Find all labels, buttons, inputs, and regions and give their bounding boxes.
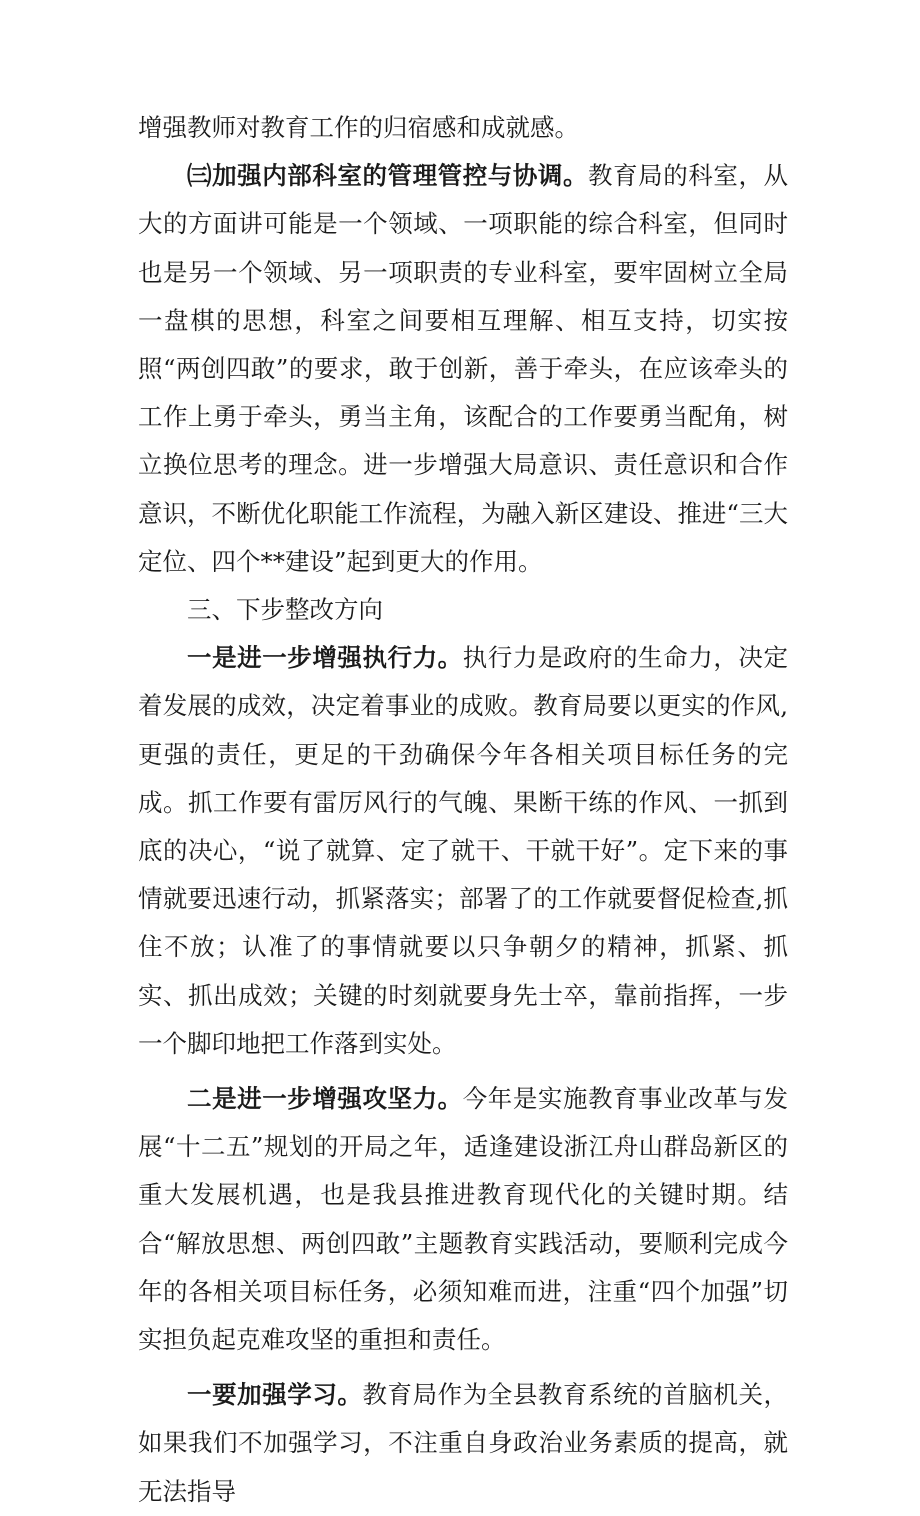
paragraph-lead: ㈢加强内部科室的管理管控与协调。 <box>187 161 589 191</box>
paragraph-execution <box>138 634 788 1068</box>
paragraph-lead: 二是进一步增强攻坚力。 <box>187 1084 463 1114</box>
document-body <box>138 104 788 1516</box>
paragraph-text: 增强教师对教育工作的归宿感和成就感。 <box>138 113 579 142</box>
heading-text: 三、下步整改方向 <box>187 595 383 625</box>
paragraph-text: 今年是实施教育事业改革与发展“十二五”规划的开局之年，适逢建设浙江舟山群岛新区的重大发展机遇，也是我县推进教育现代化的关键时期。结合“解放思想、两创四敢”主题教育实践活动，要顺利完成今年的各相关项目标任务，必须知难而进，注重“四个加强”切实担负起克难攻坚的重担和责任。 <box>138 1084 788 1355</box>
paragraph-lead: 一是进一步增强执行力。 <box>187 643 463 673</box>
paragraph-text: 执行力是政府的生命力，决定着发展的成效，决定着事业的成败。教育局要以更实的作风,更强的责任，更足的干劲确保今年各相关项目标任务的完成。抓工作要有雷厉风行的气魄、果断干练的作风、一抓到底的决心，“说了就算、定了就干、干就干好”。定下来的事情就要迅速行动，抓紧落实；部署了的工作就要督促检查,抓住不放；认准了的事情就要以只争朝夕的精神，抓紧、抓实、抓出成效；关键的时刻就要身先士卒，靠前指挥，一步一个脚印地把工作落到实处。 <box>138 643 788 1058</box>
paragraph-internal-coordination <box>138 152 788 586</box>
paragraph-continuation <box>138 104 788 152</box>
paragraph-lead: 一要加强学习。 <box>187 1380 363 1410</box>
section-heading <box>138 586 788 634</box>
paragraph-learning <box>138 1371 788 1516</box>
paragraph-tackling <box>138 1075 788 1364</box>
paragraph-text: 教育局作为全县教育系统的首脑机关，如果我们不加强学习，不注重自身政治业务素质的提高，就无法指导 <box>138 1380 789 1506</box>
paragraph-text: 教育局的科室，从大的方面讲可能是一个领域、一项职能的综合科室，但同时也是另一个领域、另一项职责的专业科室，要牢固树立全局一盘棋的思想，科室之间要相互理解、相互支持，切实按照“两创四敢”的要求，敢于创新，善于牵头，在应该牵头的工作上勇于牵头，勇当主角，该配合的工作要勇当配角，树立换位思考的理念。进一步增强大局意识、责任意识和合作意识，不断优化职能工作流程，为融入新区建设、推进“三大定位、四个**建设”起到更大的作用。 <box>138 161 789 576</box>
